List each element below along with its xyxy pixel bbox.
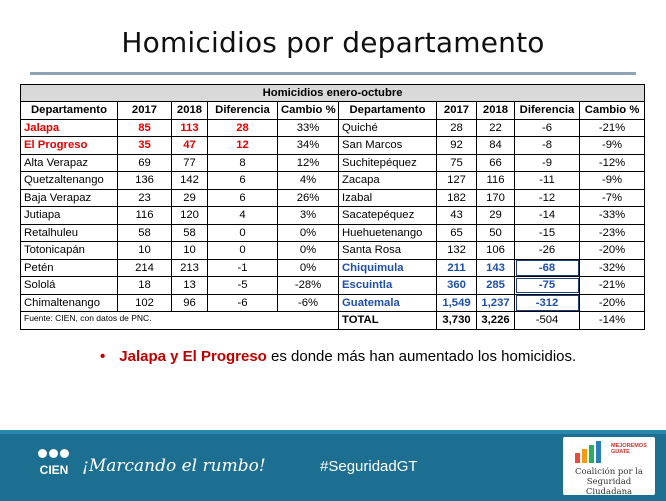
table-cell: 1,237 [477, 294, 515, 312]
table-cell: 58 [172, 224, 208, 242]
table-cell: 18 [118, 277, 172, 295]
table-cell: 4 [208, 207, 278, 225]
column-header: Diferencia [515, 102, 580, 120]
table-cell: 13 [172, 277, 208, 295]
table-cell: 50 [477, 224, 515, 242]
table-cell: 3% [278, 207, 339, 225]
table-row [21, 172, 645, 190]
table-cell: 43 [437, 207, 477, 225]
logo-dot [60, 449, 69, 458]
table-cell: 28 [208, 119, 278, 137]
footer-hashtag: #SeguridadGT [320, 458, 418, 475]
table-cell: -14 [515, 207, 580, 225]
table-cell: 10 [118, 242, 172, 260]
table-cell: 182 [437, 189, 477, 207]
slide-title: Homicidios por departamento [121, 26, 545, 59]
table-cell: 102 [118, 294, 172, 312]
department-name: Quetzaltenango [21, 172, 118, 190]
table-cell: -21% [580, 277, 645, 295]
table-cell: 8 [208, 154, 278, 172]
table-cell: 143 [477, 259, 515, 277]
table-cell: 29 [477, 207, 515, 225]
table-cell: 69 [118, 154, 172, 172]
column-header: Departamento [339, 102, 437, 120]
table-row [21, 207, 645, 225]
department-name: Sacatepéquez [339, 207, 437, 225]
table-cell: -20% [580, 294, 645, 312]
table-cell: 211 [437, 259, 477, 277]
table-cell: 29 [172, 189, 208, 207]
table-row [21, 242, 645, 260]
department-name: Totonicapán [21, 242, 118, 260]
table-cell: -5 [208, 277, 278, 295]
table-row [21, 224, 645, 242]
table-cell: 285 [477, 277, 515, 295]
table-cell: -26 [515, 242, 580, 260]
bullet-point [100, 348, 576, 365]
table-row [21, 312, 645, 330]
table-cell: 113 [172, 119, 208, 137]
partner-logo [563, 437, 655, 495]
table-cell: -7% [580, 189, 645, 207]
table-cell: -21% [580, 119, 645, 137]
table-cell: 92 [437, 137, 477, 155]
table-caption: Homicidios enero-octubre [21, 85, 645, 102]
table-row [21, 154, 645, 172]
table-cell: 65 [437, 224, 477, 242]
column-header: 2017 [437, 102, 477, 120]
table-cell: -8 [515, 137, 580, 155]
table-cell: -28% [278, 277, 339, 295]
table-cell: 214 [118, 259, 172, 277]
table-row [21, 259, 645, 277]
table-row [21, 277, 645, 295]
table-cell: 28 [437, 119, 477, 137]
partner-mark-icon [565, 439, 611, 465]
homicides-table [20, 84, 645, 330]
partner-brand: MEJOREMOS GUATE [611, 443, 647, 455]
department-name: Escuintla [339, 277, 437, 295]
table-row [21, 189, 645, 207]
department-name: Baja Verapaz [21, 189, 118, 207]
column-header: 2018 [172, 102, 208, 120]
table-cell: 34% [278, 137, 339, 155]
table-cell: -32% [580, 259, 645, 277]
table-cell: 0 [208, 242, 278, 260]
logo-dot [49, 449, 58, 458]
table-cell: -75 [515, 277, 580, 295]
table-cell: 85 [118, 119, 172, 137]
table-cell: -9% [580, 172, 645, 190]
table-cell: 0 [208, 224, 278, 242]
logo-dot [38, 449, 47, 458]
table-caption-row [21, 85, 645, 102]
table-cell: 23 [118, 189, 172, 207]
table-cell: 12% [278, 154, 339, 172]
table-cell: -1 [208, 259, 278, 277]
department-name: Suchitepéquez [339, 154, 437, 172]
table-cell: 66 [477, 154, 515, 172]
department-name: Santa Rosa [339, 242, 437, 260]
table-cell: 47 [172, 137, 208, 155]
column-header: 2018 [477, 102, 515, 120]
table-row [21, 119, 645, 137]
table-cell: 136 [118, 172, 172, 190]
table-cell: -6% [278, 294, 339, 312]
table-cell: -68 [515, 259, 580, 277]
title-divider [30, 72, 636, 75]
partner-line-1: Coalición por la [574, 467, 643, 477]
table-cell: -6 [515, 119, 580, 137]
table-cell: 1,549 [437, 294, 477, 312]
department-name: TOTAL [339, 312, 437, 330]
table-cell: 116 [477, 172, 515, 190]
department-name: Chiquimula [339, 259, 437, 277]
department-name: Sololá [21, 277, 118, 295]
table-cell: -33% [580, 207, 645, 225]
cien-logo-text: CIEN [39, 463, 69, 477]
table-cell: 22 [477, 119, 515, 137]
table-cell: -15 [515, 224, 580, 242]
table-cell: 10 [172, 242, 208, 260]
column-header: Departamento [21, 102, 118, 120]
table-cell: 33% [278, 119, 339, 137]
table-cell: 0% [278, 242, 339, 260]
table-cell: 77 [172, 154, 208, 172]
department-name: El Progreso [21, 137, 118, 155]
table-cell: 170 [477, 189, 515, 207]
partner-caption [565, 467, 653, 497]
footer-strip [0, 430, 666, 434]
table-cell: 4% [278, 172, 339, 190]
table-cell: -11 [515, 172, 580, 190]
table-cell: -312 [515, 294, 580, 312]
table-cell: 0% [278, 224, 339, 242]
department-name: Retalhuleu [21, 224, 118, 242]
table-cell: 35 [118, 137, 172, 155]
bullet-highlight: Jalapa y El Progreso [119, 348, 267, 365]
bullet-symbol: • [100, 348, 106, 365]
table-cell: 12 [208, 137, 278, 155]
column-header: 2017 [118, 102, 172, 120]
department-name: Jalapa [21, 119, 118, 137]
table-cell: 75 [437, 154, 477, 172]
table-cell: 132 [437, 242, 477, 260]
column-header: Cambio % [278, 102, 339, 120]
table-cell: 360 [437, 277, 477, 295]
table-cell: -9% [580, 137, 645, 155]
table-cell: 213 [172, 259, 208, 277]
table-cell: -6 [208, 294, 278, 312]
cien-logo [36, 449, 72, 483]
column-header: Diferencia [208, 102, 278, 120]
table-cell: 3,226 [477, 312, 515, 330]
table-cell: -14% [580, 312, 645, 330]
department-name: Guatemala [339, 294, 437, 312]
department-name: Zacapa [339, 172, 437, 190]
department-name: Izabal [339, 189, 437, 207]
table-cell: 58 [118, 224, 172, 242]
table-cell: 120 [172, 207, 208, 225]
table-cell: 84 [477, 137, 515, 155]
table-cell: -504 [515, 312, 580, 330]
table-cell: 127 [437, 172, 477, 190]
table-body [21, 119, 645, 329]
department-name: Chimaltenango [21, 294, 118, 312]
table-cell: 6 [208, 172, 278, 190]
table-cell: -12% [580, 154, 645, 172]
department-name: Jutiapa [21, 207, 118, 225]
table-row [21, 294, 645, 312]
department-name: San Marcos [339, 137, 437, 155]
department-name: Quiché [339, 119, 437, 137]
column-header: Cambio % [580, 102, 645, 120]
table-header-row [21, 102, 645, 120]
table-cell: 142 [172, 172, 208, 190]
table-source-note: Fuente: CIEN, con datos de PNC. [21, 312, 339, 330]
table-cell: -9 [515, 154, 580, 172]
department-name: Petén [21, 259, 118, 277]
table-cell: 116 [118, 207, 172, 225]
department-name: Alta Verapaz [21, 154, 118, 172]
table-cell: 3,730 [437, 312, 477, 330]
table-cell: -20% [580, 242, 645, 260]
partner-line-2: Seguridad Ciudadana [585, 477, 633, 497]
table-cell: 0% [278, 259, 339, 277]
table-cell: 26% [278, 189, 339, 207]
table-row [21, 137, 645, 155]
table-cell: -12 [515, 189, 580, 207]
footer-slogan: ¡Marcando el rumbo! [82, 456, 266, 476]
table-cell: 106 [477, 242, 515, 260]
table-cell: -23% [580, 224, 645, 242]
department-name: Huehuetenango [339, 224, 437, 242]
bullet-text: es donde más han aumentado los homicidios. [266, 348, 577, 365]
table-cell: 6 [208, 189, 278, 207]
table-cell: 96 [172, 294, 208, 312]
